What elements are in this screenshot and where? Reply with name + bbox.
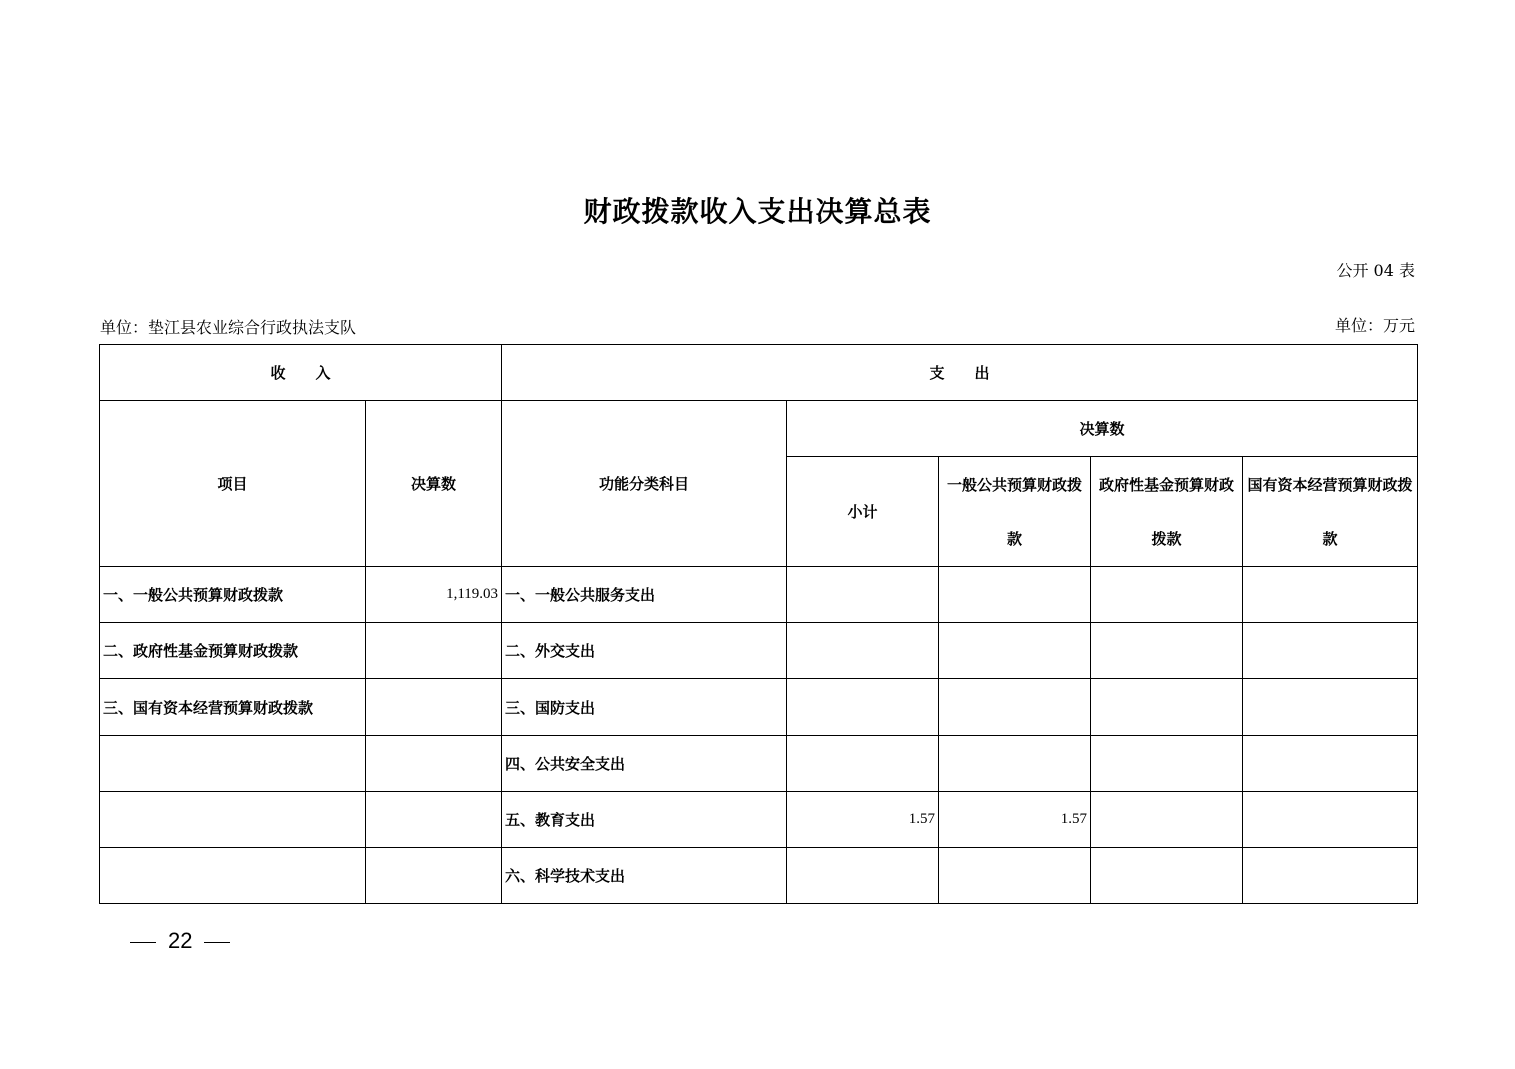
- capital-cell: [1243, 679, 1418, 736]
- capital-cell: [1243, 792, 1418, 848]
- unit-organization: 单位：垫江县农业综合行政执法支队: [100, 318, 357, 337]
- general-cell: [939, 736, 1091, 792]
- fund-cell: [1091, 567, 1243, 623]
- fund-cell: [1091, 792, 1243, 848]
- general-cell: [939, 567, 1091, 623]
- subtotal-cell: [787, 736, 939, 792]
- header-row-2: [100, 401, 1418, 457]
- general-cell: [939, 848, 1091, 904]
- income-amount: [366, 848, 502, 904]
- header-function-subject: 功能分类科目: [502, 401, 787, 567]
- capital-cell: [1243, 736, 1418, 792]
- general-cell: [939, 679, 1091, 736]
- income-amount: [366, 792, 502, 848]
- header-gov-fund: 政府性基金预算财政拨款: [1091, 457, 1243, 567]
- income-item: 一、一般公共预算财政拨款: [100, 567, 366, 623]
- subtotal-cell: 1.57: [787, 792, 939, 848]
- table-row: [100, 792, 1418, 848]
- capital-cell: [1243, 567, 1418, 623]
- fund-cell: [1091, 736, 1243, 792]
- table-row: [100, 679, 1418, 736]
- fund-cell: [1091, 848, 1243, 904]
- header-amount: 决算数: [366, 401, 502, 567]
- subtotal-cell: [787, 567, 939, 623]
- expense-item: 二、外交支出: [502, 623, 787, 679]
- header-state-capital: 国有资本经营预算财政拨款: [1243, 457, 1418, 567]
- expense-item: 一、一般公共服务支出: [502, 567, 787, 623]
- income-item: [100, 736, 366, 792]
- page-title: 财政拨款收入支出决算总表: [583, 195, 932, 228]
- header-subtotal: 小计: [787, 457, 939, 567]
- income-amount: [366, 679, 502, 736]
- header-item: 项目: [100, 401, 366, 567]
- expense-item: 六、科学技术支出: [502, 848, 787, 904]
- page-number: 22: [130, 928, 230, 954]
- income-amount: [366, 623, 502, 679]
- table-row: [100, 848, 1418, 904]
- general-cell: [939, 623, 1091, 679]
- expense-item: 五、教育支出: [502, 792, 787, 848]
- header-general-budget: 一般公共预算财政拨款: [939, 457, 1091, 567]
- income-item: [100, 848, 366, 904]
- expense-item: 三、国防支出: [502, 679, 787, 736]
- table-row: [100, 736, 1418, 792]
- subtotal-cell: [787, 848, 939, 904]
- table-row: [100, 623, 1418, 679]
- header-expense: 支 出: [502, 345, 1418, 401]
- income-item: 三、国有资本经营预算财政拨款: [100, 679, 366, 736]
- expense-item: 四、公共安全支出: [502, 736, 787, 792]
- subtotal-cell: [787, 623, 939, 679]
- subtotal-cell: [787, 679, 939, 736]
- header-row-1: [100, 345, 1418, 401]
- table-row: [100, 567, 1418, 623]
- income-item: [100, 792, 366, 848]
- income-amount: [366, 736, 502, 792]
- unit-currency: 单位：万元: [1334, 316, 1415, 335]
- dash-right: [204, 942, 230, 943]
- capital-cell: [1243, 623, 1418, 679]
- fund-cell: [1091, 679, 1243, 736]
- header-income: 收 入: [100, 345, 502, 401]
- income-amount: 1,119.03: [366, 567, 502, 623]
- general-cell: 1.57: [939, 792, 1091, 848]
- fund-cell: [1091, 623, 1243, 679]
- capital-cell: [1243, 848, 1418, 904]
- dash-left: [130, 942, 156, 943]
- header-final-amount: 决算数: [787, 401, 1418, 457]
- income-item: 二、政府性基金预算财政拨款: [100, 623, 366, 679]
- budget-table: [99, 344, 1418, 904]
- form-number: 公开 04 表: [1336, 261, 1415, 280]
